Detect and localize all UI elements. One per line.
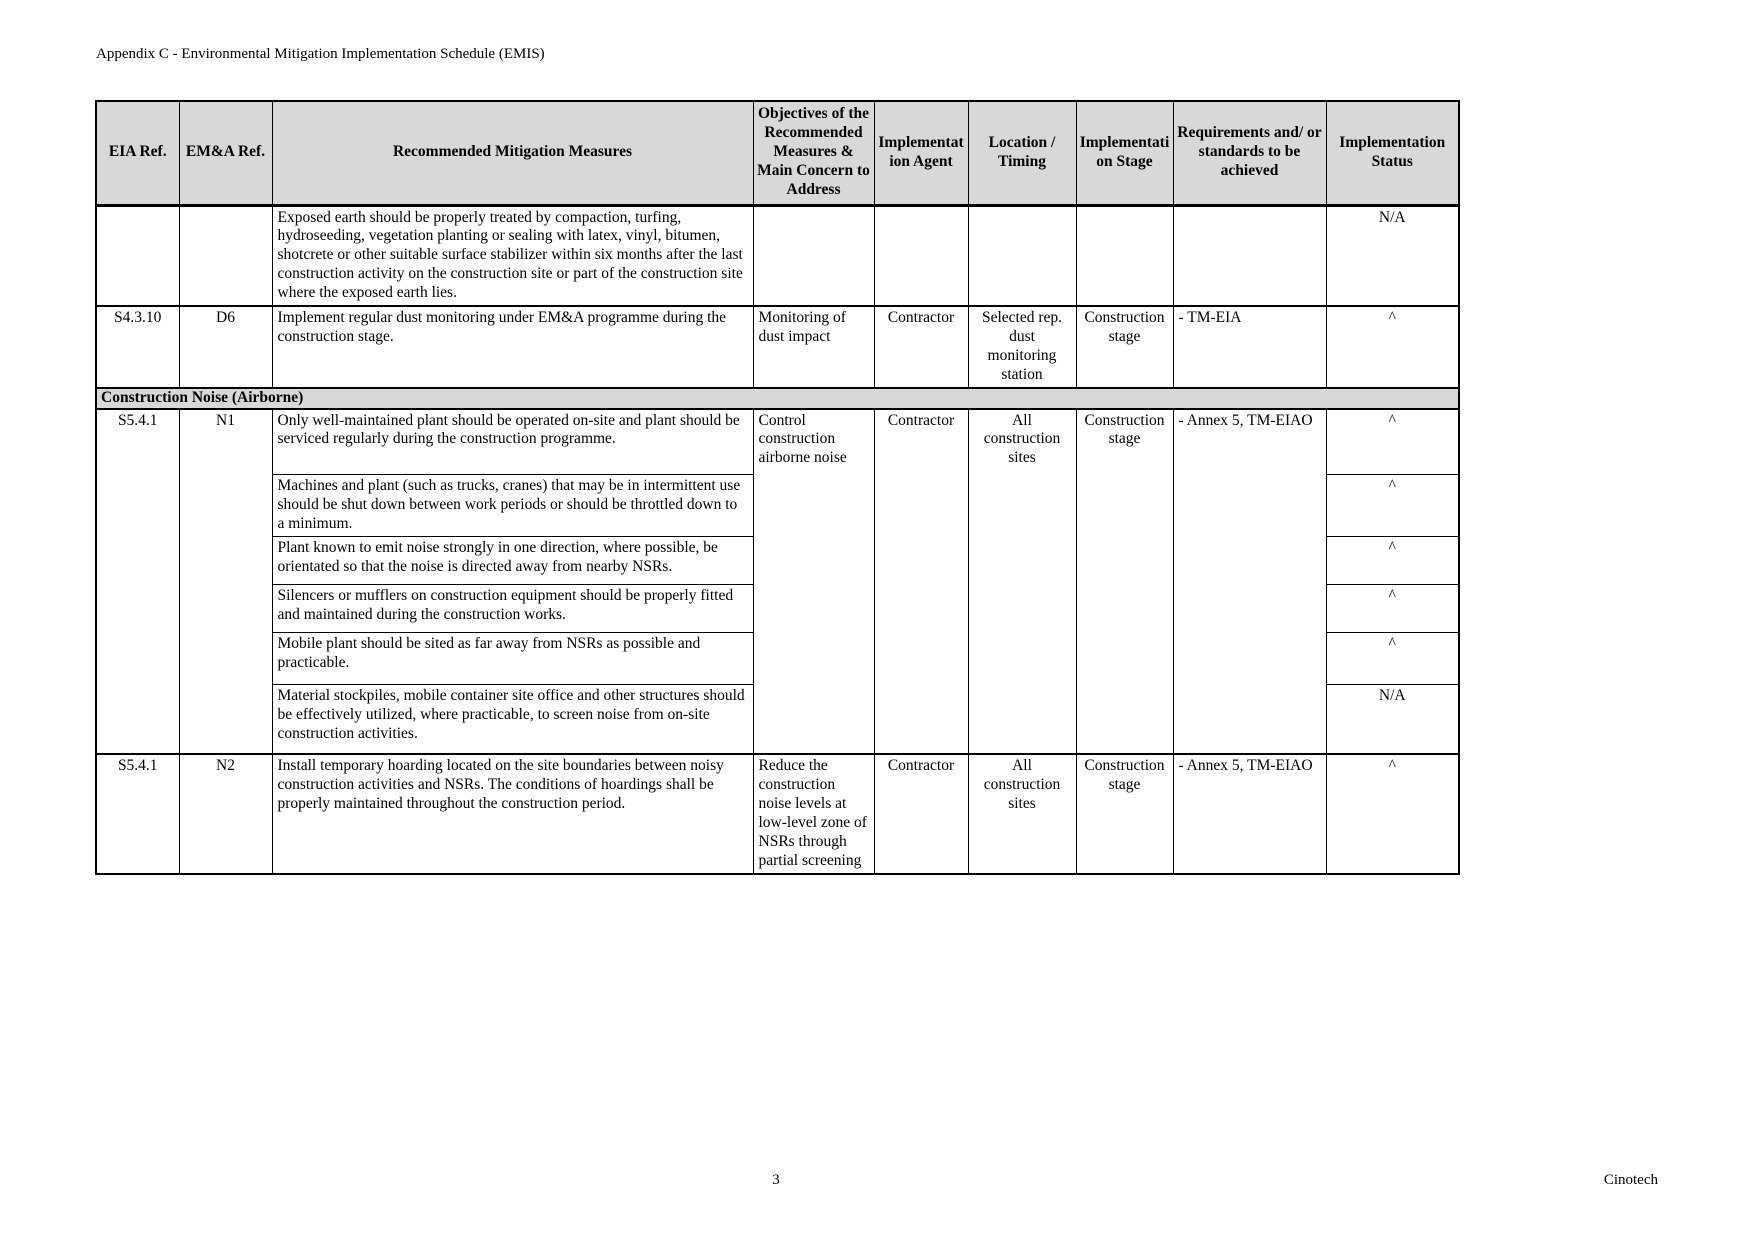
cell-eia-ref: S5.4.1	[96, 409, 179, 755]
cell-status: N/A	[1326, 684, 1459, 754]
cell-measures: Machines and plant (such as trucks, cranes) that may be in intermittent use should be shut down between work periods or should be throttled down to a minimum.	[272, 475, 753, 537]
cell-stage: Construction stage	[1076, 754, 1173, 873]
document-title: Appendix C - Environmental Mitigation Implementation Schedule (EMIS)	[96, 46, 545, 62]
col-header-measures: Recommended Mitigation Measures	[272, 101, 753, 205]
col-header-status: Implementation Status	[1326, 101, 1459, 205]
cell-status: ^	[1326, 536, 1459, 584]
cell-eia-ref: S5.4.1	[96, 754, 179, 873]
cell-stage-empty	[1076, 205, 1173, 306]
cell-measures: Material stockpiles, mobile container site office and other structures should be effectively utilized, where practicable, to screen noise from on-site construction activities.	[272, 684, 753, 754]
col-header-ema-ref: EM&A Ref.	[179, 101, 272, 205]
col-header-stage: Implementation Stage	[1076, 101, 1173, 205]
cell-measures: Only well-maintained plant should be operated on-site and plant should be serviced regularly during the construction programme.	[272, 409, 753, 475]
col-header-requirements: Requirements and/ or standards to be achieved	[1173, 101, 1326, 205]
section-header-row	[96, 388, 1459, 409]
emis-table	[95, 100, 1460, 875]
cell-objectives: Reduce the construction noise levels at low-level zone of NSRs through partial screening	[753, 754, 874, 873]
cell-status: ^	[1326, 632, 1459, 684]
cell-agent: Contractor	[874, 306, 968, 388]
cell-ema-ref: N2	[179, 754, 272, 873]
cell-ema-ref: N1	[179, 409, 272, 755]
cell-measures: Mobile plant should be sited as far away from NSRs as possible and practicable.	[272, 632, 753, 684]
cell-agent: Contractor	[874, 409, 968, 755]
col-header-objectives: Objectives of the Recommended Measures & Main Concern to Address	[753, 101, 874, 205]
cell-status: N/A	[1326, 205, 1459, 306]
col-header-location: Location / Timing	[968, 101, 1076, 205]
table-row-n2	[96, 754, 1459, 873]
cell-measures: Install temporary hoarding located on the site boundaries between noisy construction activities and NSRs. The conditions of hoardings shall be properly maintained throughout the construction period.	[272, 754, 753, 873]
cell-status: ^	[1326, 475, 1459, 537]
cell-status: ^	[1326, 306, 1459, 388]
table-row-n1-sub1	[96, 409, 1459, 475]
section-title: Construction Noise (Airborne)	[96, 388, 1459, 409]
cell-location: All construction sites	[968, 754, 1076, 873]
cell-stage: Construction stage	[1076, 409, 1173, 755]
cell-location-empty	[968, 205, 1076, 306]
cell-ema-ref-empty	[179, 205, 272, 306]
table-row-continuation	[96, 205, 1459, 306]
col-header-agent: Implementation Agent	[874, 101, 968, 205]
cell-eia-ref: S4.3.10	[96, 306, 179, 388]
cell-eia-ref-empty	[96, 205, 179, 306]
table-header-row	[96, 101, 1459, 205]
cell-ema-ref: D6	[179, 306, 272, 388]
col-header-eia-ref: EIA Ref.	[96, 101, 179, 205]
cell-requirements: - Annex 5, TM-EIAO	[1173, 754, 1326, 873]
cell-objectives-empty	[753, 205, 874, 306]
cell-requirements-empty	[1173, 205, 1326, 306]
company-name: Cinotech	[1603, 1172, 1658, 1188]
table-row-d6	[96, 306, 1459, 388]
cell-stage: Construction stage	[1076, 306, 1173, 388]
cell-status: ^	[1326, 584, 1459, 632]
cell-status: ^	[1326, 754, 1459, 873]
page-number: 3	[772, 1172, 780, 1188]
cell-objectives: Control construction airborne noise	[753, 409, 874, 755]
cell-agent: Contractor	[874, 754, 968, 873]
cell-requirements: - TM-EIA	[1173, 306, 1326, 388]
cell-measures: Implement regular dust monitoring under EM&A programme during the construction stage.	[272, 306, 753, 388]
cell-location: All construction sites	[968, 409, 1076, 755]
cell-location: Selected rep. dust monitoring station	[968, 306, 1076, 388]
cell-requirements: - Annex 5, TM-EIAO	[1173, 409, 1326, 755]
cell-measures: Exposed earth should be properly treated by compaction, turfing, hydroseeding, vegetation planting or sealing with latex, vinyl, bitumen, shotcrete or other suitable surface stabilizer within six months after the last construction activity on the construction site or part of the construction site where the exposed earth lies.	[272, 205, 753, 306]
cell-agent-empty	[874, 205, 968, 306]
cell-measures: Silencers or mufflers on construction equipment should be properly fitted and maintained during the construction works.	[272, 584, 753, 632]
cell-measures: Plant known to emit noise strongly in one direction, where possible, be orientated so that the noise is directed away from nearby NSRs.	[272, 536, 753, 584]
cell-objectives: Monitoring of dust impact	[753, 306, 874, 388]
cell-status: ^	[1326, 409, 1459, 475]
